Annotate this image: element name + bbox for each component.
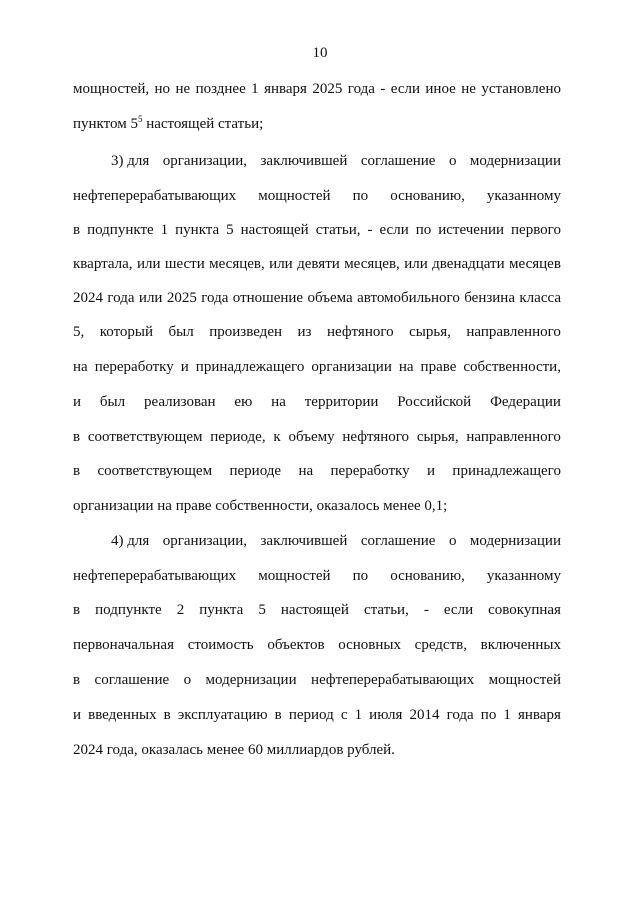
word: если <box>390 81 420 97</box>
word: на <box>298 463 314 479</box>
text-line: 2024 года, оказалась менее 60 миллиардов рублей. <box>73 742 395 758</box>
word: территории <box>304 394 379 410</box>
word: по <box>352 188 369 204</box>
word: нефтеперерабатывающих <box>73 568 237 584</box>
word: соглашение <box>360 533 436 549</box>
word: объема <box>307 290 353 306</box>
word: ею <box>234 394 253 410</box>
word: 2025 <box>166 290 197 306</box>
word: или <box>136 256 161 272</box>
word: модернизации <box>205 672 297 688</box>
word: на <box>398 359 414 375</box>
word: основанию, <box>390 568 465 584</box>
word: января <box>264 81 307 97</box>
word: позднее <box>195 81 246 97</box>
word: 1 <box>354 707 363 723</box>
word: или <box>269 256 293 272</box>
word: иное <box>425 81 456 97</box>
word: подпункте <box>95 602 162 618</box>
word: собственности, <box>463 359 561 375</box>
word: о <box>448 533 457 549</box>
word: эксплуатацию <box>177 707 268 723</box>
word: если <box>379 222 409 238</box>
word: мощностей, <box>73 81 150 97</box>
text-line <box>73 358 561 376</box>
word: и <box>73 707 82 723</box>
word: по <box>480 707 497 723</box>
word: в <box>163 707 171 723</box>
word: квартала, <box>73 256 133 272</box>
word: 1 <box>503 707 511 723</box>
word: переработку <box>330 463 410 479</box>
text-line: организации на праве собственности, оказалось менее 0,1; <box>73 498 448 514</box>
word: из <box>297 324 312 340</box>
word: период <box>288 707 334 723</box>
word: автомобильного <box>357 290 460 306</box>
word: сырья, <box>416 429 459 445</box>
word: периоде, <box>210 429 266 445</box>
word: года <box>446 707 474 723</box>
word: или <box>138 290 163 306</box>
word: заключившей <box>260 153 348 169</box>
word: июля <box>369 707 403 723</box>
word: истечении <box>438 222 505 238</box>
word: по <box>415 222 432 238</box>
word: включенных <box>480 637 561 653</box>
word: нефтеперерабатывающих <box>73 188 237 204</box>
text-segment: пунктом 5 <box>73 116 138 132</box>
word: месяцев <box>509 256 561 272</box>
word: 2024 <box>73 290 103 306</box>
word: отношение <box>232 290 304 306</box>
word: и <box>73 394 82 410</box>
word: объему <box>288 429 335 445</box>
word: модернизации <box>469 533 561 549</box>
text-line <box>73 636 561 654</box>
word: года <box>107 290 135 306</box>
word: или <box>404 256 428 272</box>
word: статьи, <box>363 602 409 618</box>
word: 5 <box>258 602 266 618</box>
word: в <box>73 463 81 479</box>
word: но <box>154 81 171 97</box>
word: сырья, <box>409 324 451 340</box>
word: мощностей <box>488 672 561 688</box>
word: соответствующем <box>97 463 213 479</box>
text-line <box>73 601 561 619</box>
word: и <box>180 359 189 375</box>
word: к <box>273 429 281 445</box>
word: в <box>274 707 282 723</box>
word: направленного <box>466 429 561 445</box>
word: двенадцати <box>432 256 505 272</box>
word: месяцев, <box>209 256 265 272</box>
word: о <box>448 153 457 169</box>
word: о <box>183 672 192 688</box>
text-line <box>111 152 561 170</box>
word: праве <box>420 359 457 375</box>
word: пункта <box>199 602 244 618</box>
text-segment: настоящей статьи; <box>142 116 264 132</box>
word: основанию, <box>390 188 465 204</box>
word: объектов <box>267 637 325 653</box>
word: Российской <box>397 394 472 410</box>
word: с <box>340 707 348 723</box>
word: и <box>427 463 436 479</box>
word: настоящей <box>280 602 349 618</box>
word: 3) для <box>111 153 150 169</box>
text-line <box>73 115 561 133</box>
word: принадлежащего <box>195 359 305 375</box>
word: был <box>99 394 126 410</box>
word: реализован <box>143 394 216 410</box>
word: первого <box>511 222 561 238</box>
word: принадлежащего <box>452 463 561 479</box>
word: 5 <box>226 222 234 238</box>
word: указанному <box>486 568 561 584</box>
word: - <box>380 81 386 97</box>
word: в <box>73 672 81 688</box>
word: - <box>367 222 373 238</box>
text-line <box>73 289 561 307</box>
word: в <box>73 602 81 618</box>
word: года <box>201 290 229 306</box>
word: 5, <box>73 324 85 340</box>
word: в <box>73 429 81 445</box>
word: организации, <box>162 533 248 549</box>
word: совокупная <box>488 602 561 618</box>
word: января <box>517 707 561 723</box>
word: девяти <box>297 256 340 272</box>
word: организации <box>311 359 392 375</box>
word: который <box>99 324 154 340</box>
word: 1 <box>251 81 259 97</box>
word: месяцев, <box>344 256 400 272</box>
text-line <box>73 462 561 480</box>
text-line <box>73 80 561 98</box>
word: соглашение <box>360 153 436 169</box>
text-line <box>111 532 561 550</box>
word: пункта <box>175 222 220 238</box>
word: нефтяного <box>326 324 394 340</box>
word: мощностей <box>258 188 331 204</box>
word: по <box>352 568 369 584</box>
word: настоящей <box>240 222 309 238</box>
word: в <box>73 222 81 238</box>
word: если <box>443 602 474 618</box>
word: заключившей <box>260 533 348 549</box>
word: бензина <box>464 290 515 306</box>
word: введенных <box>88 707 157 723</box>
text-line <box>73 567 561 585</box>
word: указанному <box>486 188 561 204</box>
text-line <box>73 187 561 205</box>
text-line <box>73 323 561 341</box>
word: мощностей <box>258 568 331 584</box>
word: переработку <box>94 359 174 375</box>
word: стоимость <box>187 637 254 653</box>
word: произведен <box>209 324 283 340</box>
word: соглашение <box>94 672 170 688</box>
word: направленного <box>466 324 561 340</box>
word: не <box>175 81 191 97</box>
superscript: 5 <box>137 114 143 124</box>
word: соответствующем <box>87 429 203 445</box>
word: шести <box>164 256 205 272</box>
word: статьи, <box>315 222 361 238</box>
word: периоде <box>229 463 282 479</box>
text-line <box>73 255 561 273</box>
word: первоначальная <box>73 637 174 653</box>
text-line <box>73 428 561 446</box>
word: Федерации <box>490 394 561 410</box>
word: организации, <box>162 153 248 169</box>
word: 2014 <box>409 707 440 723</box>
word: 2 <box>176 602 185 618</box>
word: 2025 <box>312 81 343 97</box>
word: основных <box>338 637 401 653</box>
word: был <box>168 324 194 340</box>
word: 1 <box>160 222 169 238</box>
text-line <box>73 221 561 239</box>
text-line <box>73 671 561 689</box>
word: класса <box>519 290 561 306</box>
word: 4) для <box>111 533 150 549</box>
word: на <box>73 359 88 375</box>
text-line <box>73 393 561 411</box>
word: средств, <box>414 637 467 653</box>
page-number: 10 <box>312 45 328 61</box>
word: установлено <box>481 81 561 97</box>
word: не <box>461 81 476 97</box>
word: модернизации <box>469 153 561 169</box>
word: нефтяного <box>342 429 410 445</box>
word: нефтеперерабатывающих <box>311 672 475 688</box>
text-line <box>73 706 561 724</box>
word: подпункте <box>87 222 154 238</box>
word: на <box>271 394 286 410</box>
word: года <box>347 81 375 97</box>
word: - <box>423 602 429 618</box>
